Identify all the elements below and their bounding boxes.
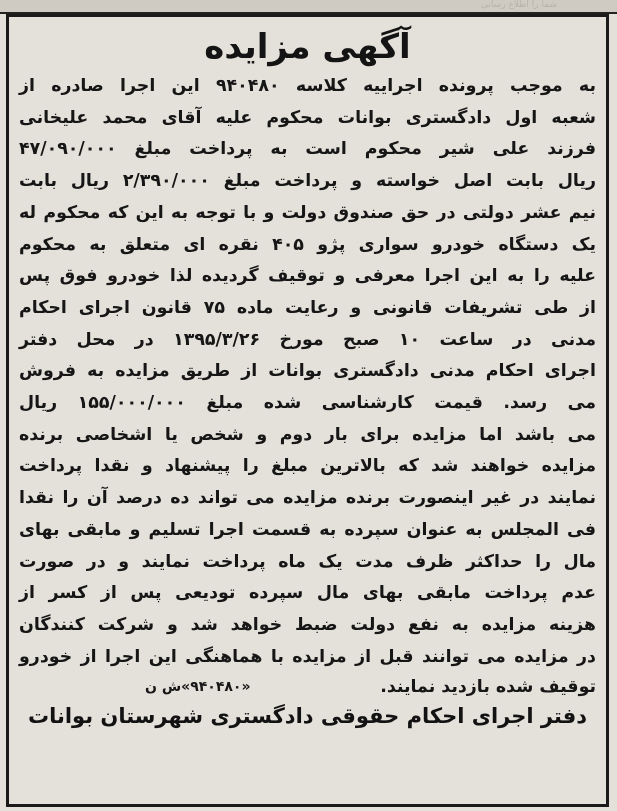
body-line: در مزایده می توانند قبل از مزایده با هماهنگی این اجرا از خودرو	[19, 646, 596, 667]
body-line: نیم عشر دولتی در حق صندوق دولت و با توجه به این که محکوم له	[19, 202, 596, 223]
body-line: می رسد. قیمت کارشناسی شده مبلغ ۱۵۵/۰۰۰/۰۰۰ ریال	[19, 393, 596, 414]
notice-body	[19, 71, 596, 673]
body-line: می باشد اما مزایده برای بار دوم و شخص یا اشخاصی برنده	[19, 424, 596, 445]
notice-footer: دفتر اجرای احکام حقوقی دادگستری شهرستان بوانات	[27, 704, 588, 729]
body-line: ریال بابت اصل خواسته و پرداخت مبلغ ۲/۳۹۰/۰۰۰ ریال بابت	[19, 171, 596, 192]
body-line: نمایند در غیر اینصورت برنده مزایده می تواند ده درصد آن را نقدا	[19, 488, 596, 509]
body-line: مزایده خواهند شد که بالاترین مبلغ را پیشنهاد و نقدا پرداخت	[19, 456, 596, 477]
closing-row	[19, 673, 596, 701]
body-line: از طی تشریفات قانونی و رعایت ماده ۷۵ قانون اجرای احکام	[19, 297, 596, 318]
body-line: به موجب پرونده اجراییه کلاسه ۹۴۰۴۸۰ این اجرا صادره از	[19, 76, 596, 96]
body-line: مال را حداکثر ظرف مدت یک ماه پرداخت نمایند و در صورت	[19, 551, 596, 572]
body-line: مدنی در ساعت ۱۰ صبح مورخ ۱۳۹۵/۳/۲۶ در محل دفتر	[19, 329, 596, 350]
body-line: فرزند علی شیر محکوم است به پرداخت مبلغ ۴۷/۰۹۰/۰۰۰	[19, 139, 596, 160]
body-line: علیه را به این اجرا معرفی و توقیف گردیده لذا خودرو فوق پس	[19, 266, 596, 287]
body-line: عدم پرداخت مابقی بهای مال سپرده تودیعی پس از کسر از	[19, 583, 596, 604]
body-line: یک دستگاه خودرو سواری پژو ۴۰۵ نقره ای متعلق به محکوم	[19, 234, 596, 255]
closing-line: توقیف شده بازدید نمایند.	[380, 677, 596, 698]
body-line: هزینه مزایده به نفع دولت ضبط خواهد شد و شرکت کنندگان	[19, 614, 596, 635]
top-strip	[0, 0, 617, 14]
header-strip-text: شما را اطلاع رسانی	[481, 0, 557, 10]
body-line: فی المجلس به عنوان سپرده به قسمت اجرا تسلیم و مابقی بهای	[19, 519, 596, 540]
notice-title: آگهی مزایده	[204, 27, 411, 67]
body-line: اجرای احکام مدنی دادگستری بوانات از طریق مزایده به فروش	[19, 361, 596, 382]
reference-number: «۹۴۰۴۸۰»ش ن	[145, 679, 251, 696]
notice-frame	[6, 14, 609, 807]
body-line: شعبه اول دادگستری بوانات محکوم علیه آقای محمد علیخانی	[19, 107, 596, 128]
